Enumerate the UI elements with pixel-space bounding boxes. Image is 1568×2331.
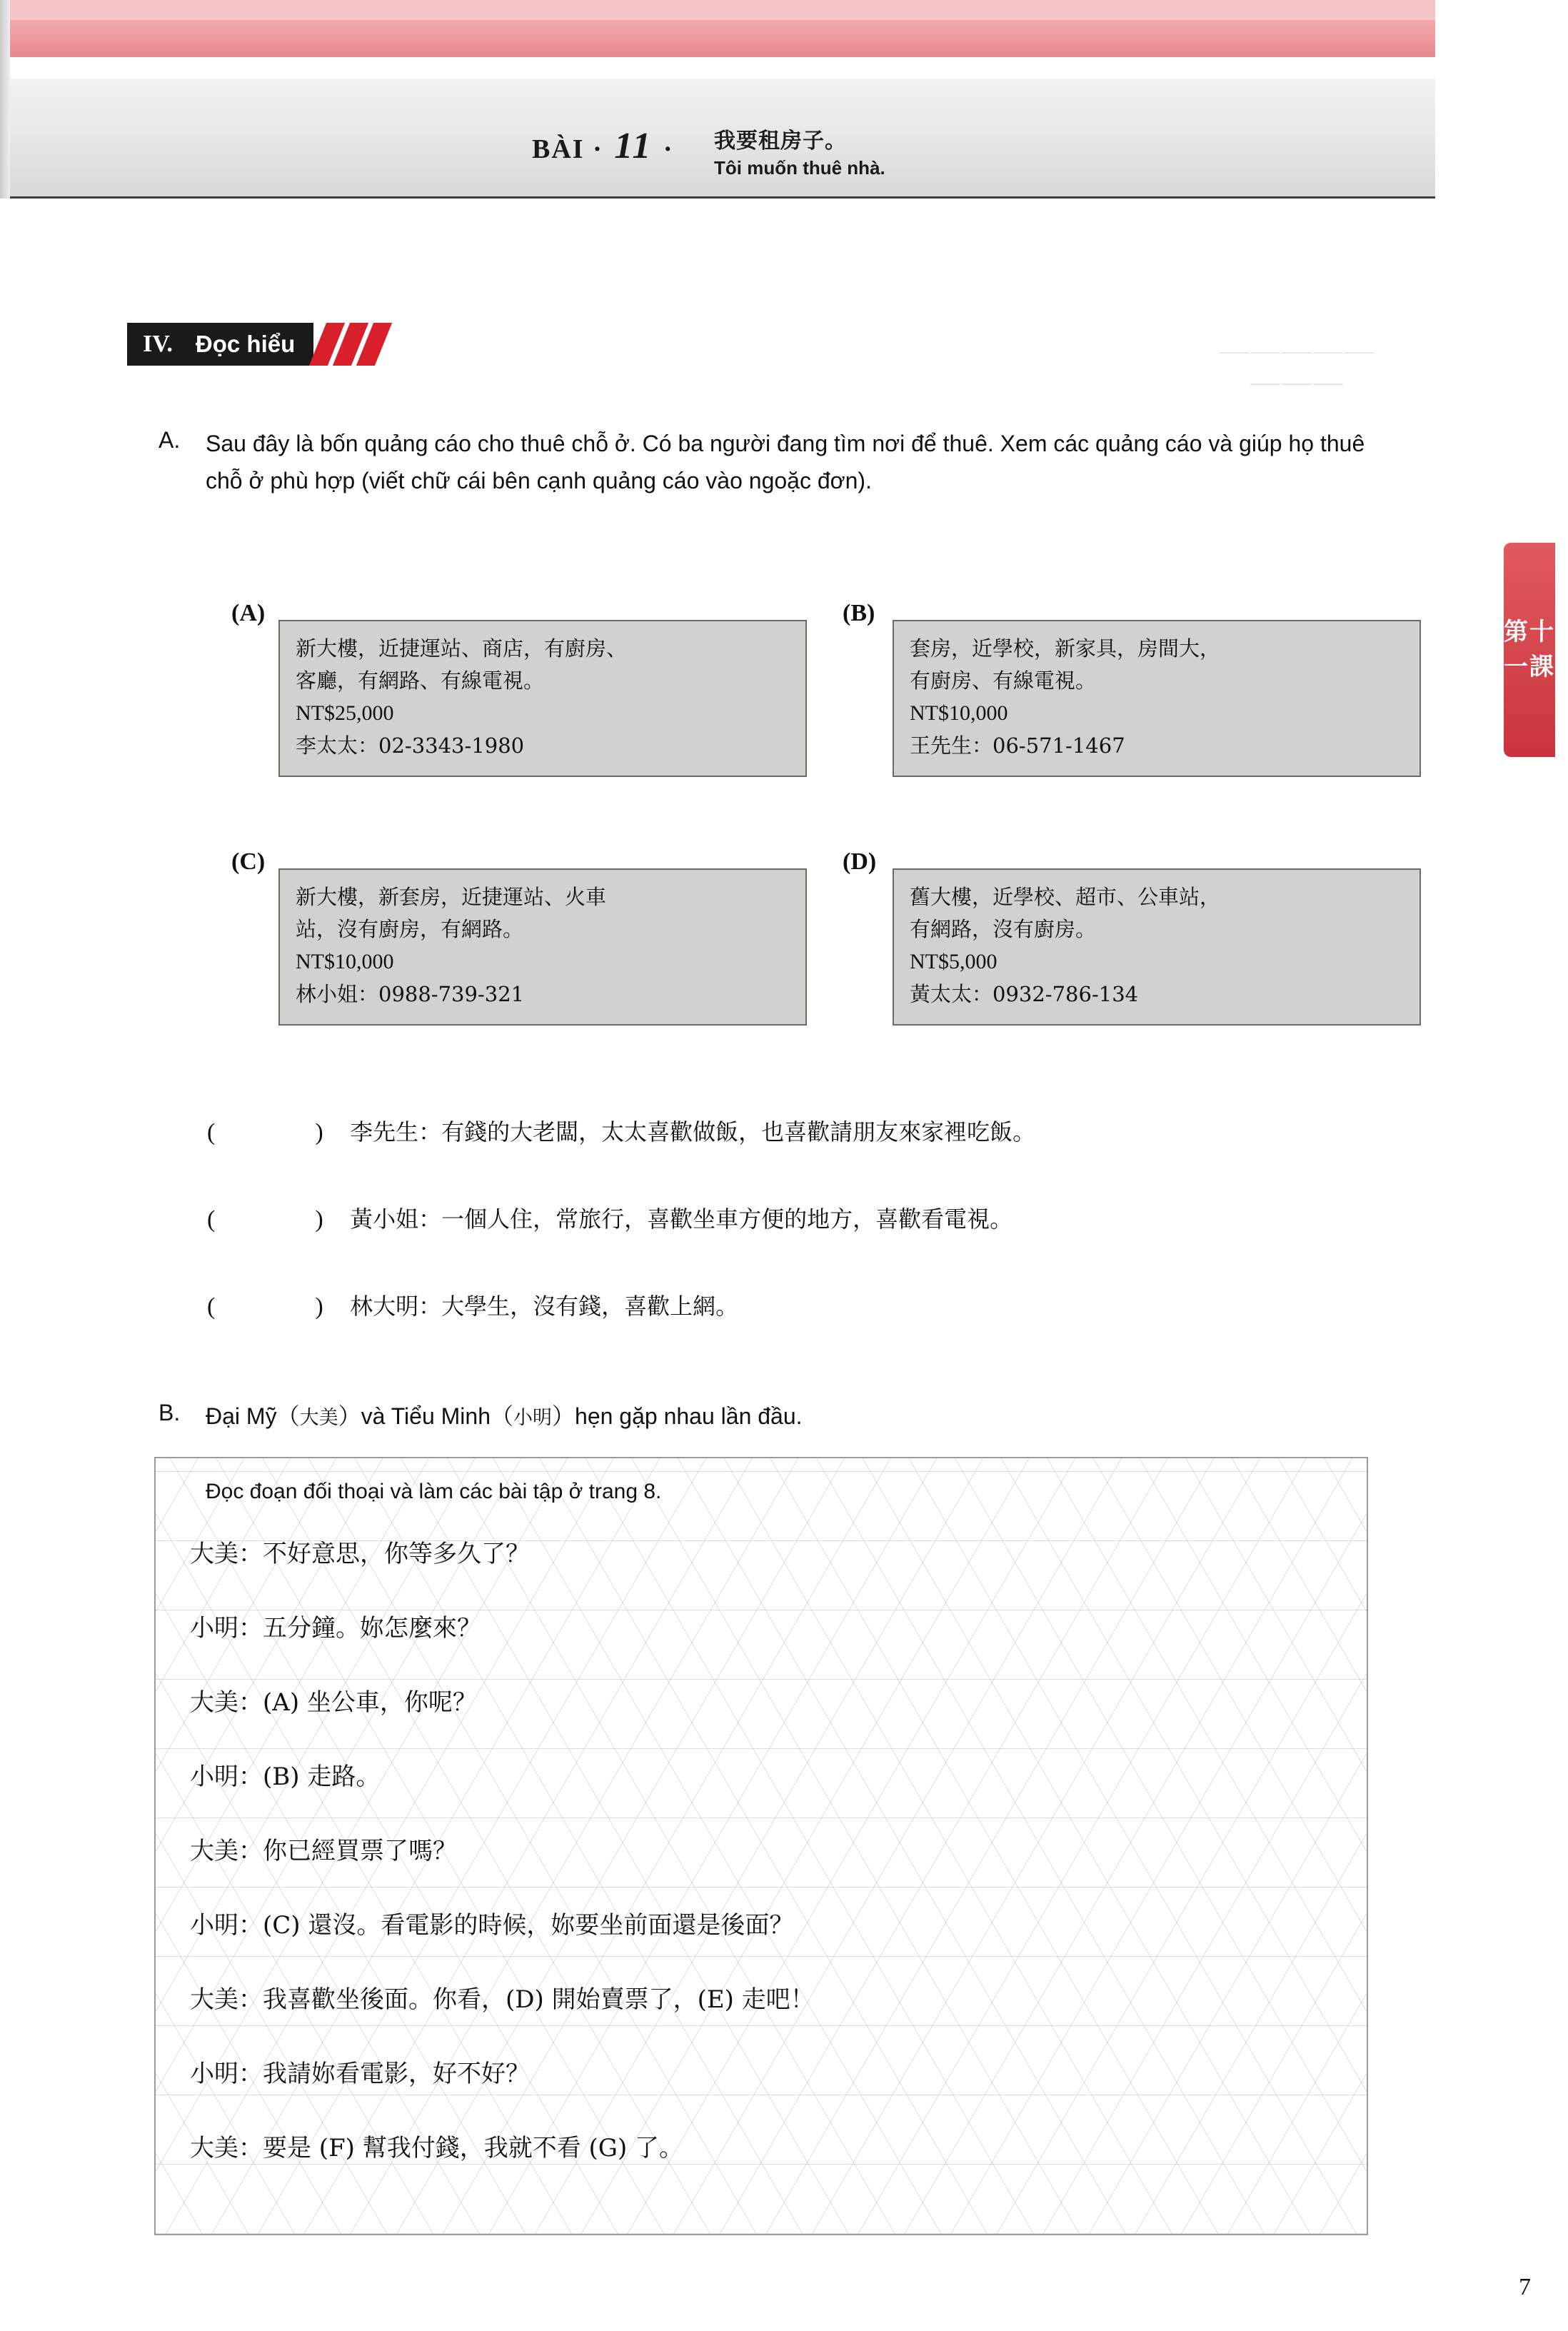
ad-c-price: NT$10,000 bbox=[296, 949, 394, 973]
lesson-title-chinese: 我要租房子。 bbox=[714, 129, 847, 154]
ad-box-b bbox=[893, 620, 1421, 777]
answer-text-2: 黃小姐：一個人住，常旅行，喜歡坐車方便的地方，喜歡看電視。 bbox=[350, 1205, 1013, 1233]
answer-blank-1[interactable]: ( ) bbox=[207, 1119, 323, 1146]
answer-row-2 bbox=[207, 1201, 1012, 1234]
dialog-line-2: 小明：五分鐘。妳怎麼來？ bbox=[190, 1614, 481, 1643]
dialog-line-5: 大美：你已經買票了嗎？ bbox=[190, 1837, 457, 1865]
answer-text-3: 林大明：大學生，沒有錢，喜歡上網。 bbox=[350, 1293, 739, 1320]
ad-d-price: NT$5,000 bbox=[910, 949, 997, 973]
ad-b-line2: 有廚房、有線電視。 bbox=[910, 668, 1097, 693]
ad-d-line1: 舊大樓，近學校、超市、公車站， bbox=[910, 885, 1221, 909]
ad-letter-d: (D) bbox=[843, 848, 877, 875]
answer-row-3 bbox=[207, 1288, 738, 1321]
part-a-label: A. bbox=[159, 427, 181, 453]
dialog-box bbox=[154, 1457, 1368, 2235]
answer-text-1: 李先生：有錢的大老闆，太太喜歡做飯，也喜歡請朋友來家裡吃飯。 bbox=[350, 1118, 1036, 1146]
header-white-gap bbox=[0, 57, 1435, 79]
part-a-instructions: Sau đây là bốn quảng cáo cho thuê chỗ ở. Có ba người đang tìm nơi để thuê. Xem các quảng cáo và giúp họ thuê chỗ ở phù hợp (viết chữ cái bên cạnh quảng cáo vào ngoặc đơn). bbox=[206, 431, 1365, 493]
lesson-prefix: BÀI bbox=[532, 134, 585, 164]
answer-value-3 bbox=[215, 1293, 315, 1320]
page-header-band bbox=[0, 0, 1435, 214]
lesson-dot-left: · bbox=[593, 134, 603, 164]
header-spine-edge bbox=[0, 0, 10, 199]
part-b-instructions bbox=[206, 1398, 803, 1431]
answer-value-2 bbox=[215, 1206, 315, 1233]
section-arrow-decoration bbox=[318, 323, 388, 366]
ad-b-line1: 套房，近學校，新家具，房間大， bbox=[910, 636, 1221, 661]
lesson-title bbox=[532, 125, 674, 167]
ad-box-c bbox=[278, 868, 807, 1026]
answer-value-1 bbox=[215, 1119, 315, 1146]
ad-b-contact: 王先生：06-571-1467 bbox=[910, 733, 1125, 758]
dialog-line-3: 大美：(A) 坐公車，你呢？ bbox=[190, 1688, 477, 1717]
dialog-intro: Đọc đoạn đối thoại và làm các bài tập ở trang 8. bbox=[206, 1480, 662, 1503]
dialog-line-6: 小明：(C) 還沒。看電影的時候，妳要坐前面還是後面？ bbox=[190, 1911, 794, 1940]
dialog-line-1: 大美：不好意思，你等多久了？ bbox=[190, 1540, 530, 1568]
ad-letter-a: (A) bbox=[231, 600, 266, 626]
answer-blank-3[interactable]: ( ) bbox=[207, 1293, 323, 1320]
lesson-title-vietnamese: Tôi muốn thuê nhà. bbox=[714, 157, 885, 179]
part-b-text-after: ）hẹn gặp nhau lần đầu. bbox=[552, 1403, 803, 1429]
section-heading bbox=[127, 323, 388, 366]
ad-d-contact: 黃太太：0932-786-134 bbox=[910, 982, 1139, 1007]
part-b-text-mid: ）và Tiểu Minh（ bbox=[338, 1403, 514, 1429]
ad-a-line2: 客廳，有網路、有線電視。 bbox=[296, 668, 545, 693]
ad-a-line1: 新大樓，近捷運站、商店，有廚房、 bbox=[296, 636, 628, 661]
dialog-line-8: 小明：我請妳看電影，好不好？ bbox=[190, 2060, 530, 2088]
header-pink-highlight bbox=[0, 0, 1435, 20]
ad-b-price: NT$10,000 bbox=[910, 701, 1008, 725]
ad-c-line2: 站，沒有廚房，有網路。 bbox=[296, 916, 524, 941]
dialog-line-4: 小明：(B) 走路。 bbox=[190, 1763, 381, 1791]
part-b-text-before: Đại Mỹ（ bbox=[206, 1403, 300, 1429]
side-tab-label: 第十一課 bbox=[1504, 617, 1555, 681]
dialog-line-9: 大美：要是 (F) 幫我付錢，我就不看 (G) 了。 bbox=[190, 2134, 684, 2162]
ad-a-price: NT$25,000 bbox=[296, 701, 394, 725]
ad-c-contact: 林小姐：0988-739-321 bbox=[296, 982, 525, 1007]
section-label: Đọc hiểu bbox=[189, 323, 313, 366]
ad-letter-c: (C) bbox=[231, 848, 266, 875]
ad-d-line2: 有網路，沒有廚房。 bbox=[910, 916, 1097, 941]
part-b-label: B. bbox=[159, 1400, 181, 1425]
section-numeral: IV. bbox=[127, 323, 189, 366]
page-number: 7 bbox=[1519, 2274, 1531, 2300]
lesson-dot-right: · bbox=[663, 134, 674, 164]
ad-box-d bbox=[893, 868, 1421, 1026]
ad-a-contact: 李太太：02-3343-1980 bbox=[296, 733, 525, 758]
answer-blank-2[interactable]: ( ) bbox=[207, 1206, 323, 1233]
lesson-number: 11 bbox=[614, 126, 653, 166]
bleed-through-text: ⸺⸺⸺⸺⸺ ⸺⸺⸺ bbox=[1218, 341, 1375, 394]
part-b-name-1: 大美 bbox=[299, 1407, 338, 1429]
dialog-line-7: 大美：我喜歡坐後面。你看，(D) 開始賣票了，(E) 走吧！ bbox=[190, 1985, 815, 2014]
header-pink-stripe bbox=[0, 0, 1435, 57]
part-b-name-2: 小明 bbox=[513, 1407, 553, 1429]
ad-c-line1: 新大樓，新套房，近捷運站、火車 bbox=[296, 885, 607, 909]
ad-letter-b: (B) bbox=[843, 600, 875, 626]
answer-row-1 bbox=[207, 1114, 1035, 1147]
lesson-side-tab bbox=[1504, 543, 1555, 757]
ad-box-a bbox=[278, 620, 807, 777]
